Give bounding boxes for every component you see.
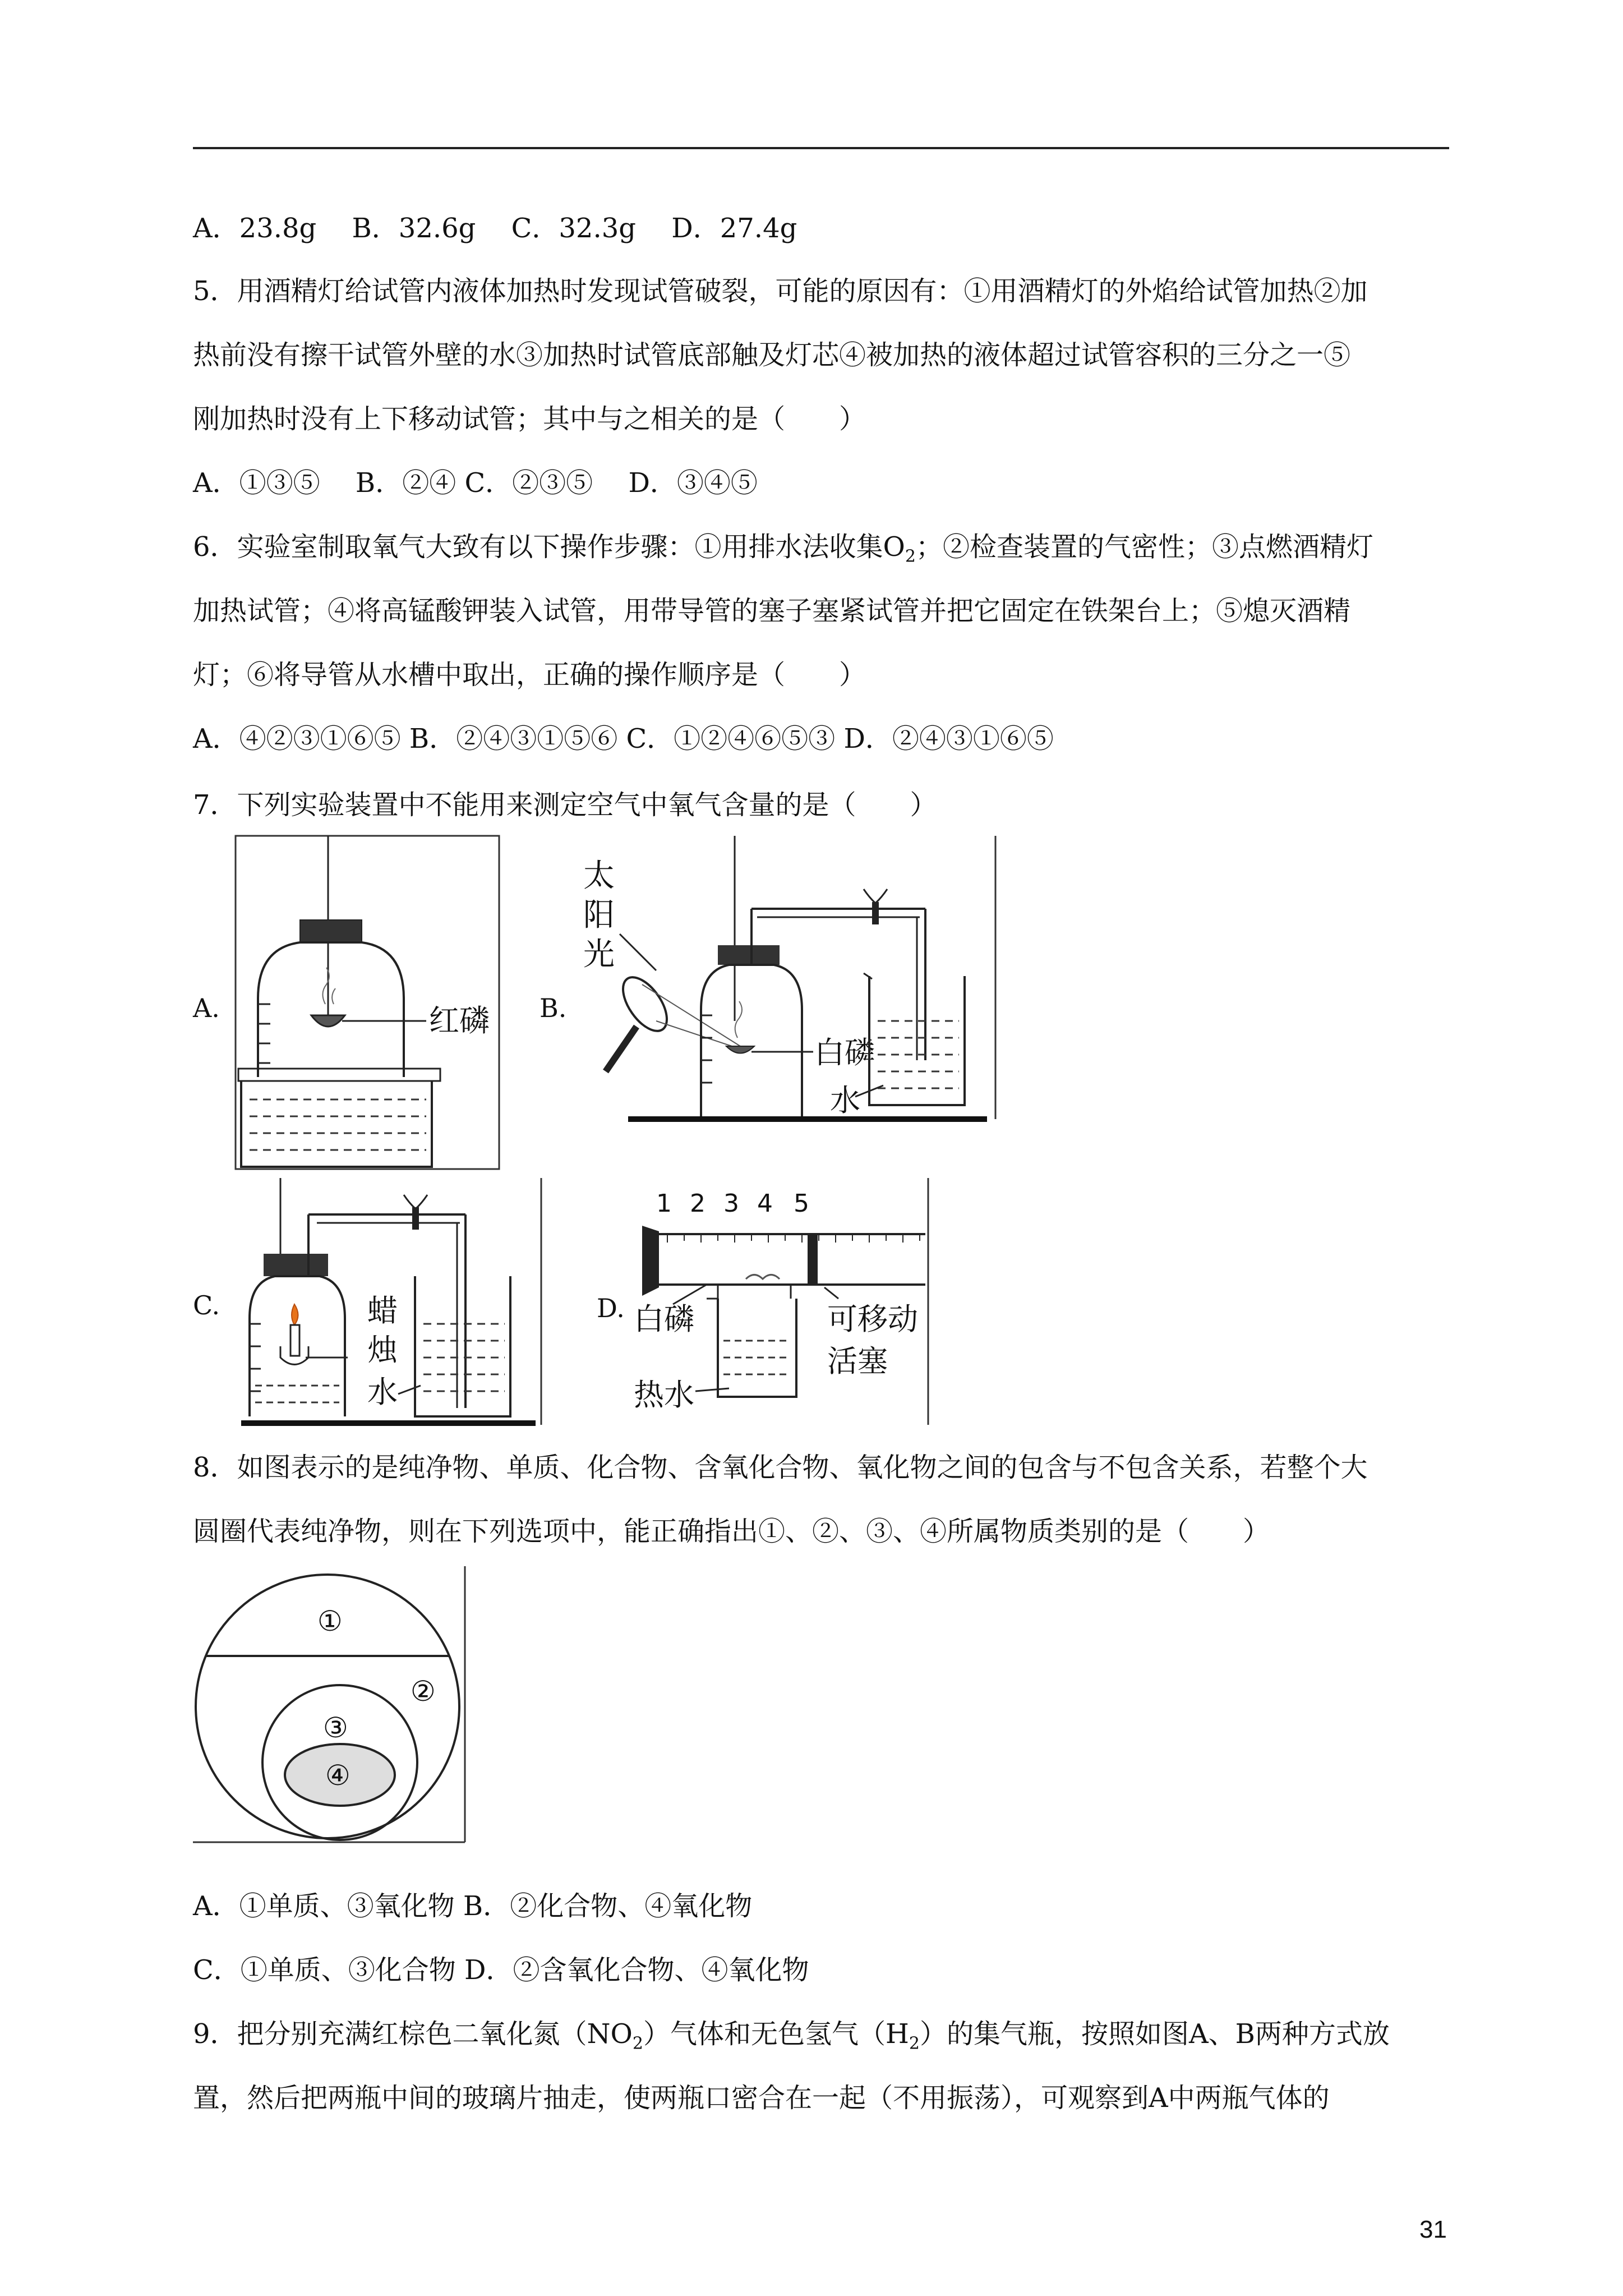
region-2-label: ② [411,1675,436,1708]
movable-piston-label-1: 可移动 [827,1301,918,1337]
q7-option-d-label: D. [597,1293,625,1323]
white-phosphorus-label-b: 白磷 [814,1035,875,1070]
q6-stem-line1: 6．实验室制取氧气大致有以下操作步骤：①用排水法收集$O_2$；②检查装置的气密性；③点燃酒精灯 [193,531,1374,567]
q4-options: A．23.8g B．32.6g C．32.3g D．27.4g [193,213,797,244]
q7-stem: 7．下列实验装置中不能用来测定空气中氧气含量的是（ ） [193,789,937,821]
header-rule [193,147,1449,149]
scale-mark-3: 3 [723,1189,739,1218]
q5-stem-line1: 5．用酒精灯给试管内液体加热时发现试管破裂，可能的原因有：①用酒精灯的外焰给试管加热②加 [193,275,1368,307]
region-3-label: ③ [323,1711,348,1744]
q9-stem-line2: 置，然后把两瓶中间的玻璃片抽走，使两瓶口密合在一起（不用振荡），可观察到A中两瓶气体的 [193,2082,1330,2114]
white-phosphorus-label-d: 白磷 [634,1301,694,1337]
q7-apparatus-b [572,836,998,1128]
q6-options: A．④②③①⑥⑤ B．②④③①⑤⑥ C．①②④⑥⑤③ D．②④③①⑥⑤ [193,723,1054,754]
q5-stem-line2: 热前没有擦干试管外壁的水③加热时试管底部触及灯芯④被加热的液体超过试管容积的三分之一⑤ [193,339,1351,371]
q6-stem-line2: 加热试管；④将高锰酸钾装入试管，用带导管的塞子塞紧试管并把它固定在铁架台上；⑤熄灭酒精 [193,595,1351,627]
scale-mark-1: 1 [656,1189,672,1218]
q6-stem-line3: 灯；⑥将导管从水槽中取出，正确的操作顺序是（ ） [193,659,866,691]
q7-apparatus-a [236,836,505,1172]
sunlight-label-3: 光 [583,936,615,973]
page-number: 31 [1419,2216,1447,2243]
sunlight-label-2: 阳 [583,897,615,933]
scale-mark-4: 4 [757,1189,773,1218]
q7-apparatus-c [241,1178,544,1430]
region-1-label: ① [317,1605,343,1637]
q5-options: A．①③⑤ B．②④ C．②③⑤ D．③④⑤ [193,467,758,499]
candle-label-2: 烛 [367,1332,398,1368]
sunlight-label-1: 太 [583,858,615,894]
hot-water-label: 热水 [634,1377,694,1412]
water-label-c: 水 [367,1374,398,1410]
region-4-label: ④ [325,1759,351,1792]
candle-label-1: 蜡 [367,1293,398,1328]
q7-option-b-label: B. [540,993,567,1023]
movable-piston-label-2: 活塞 [827,1343,888,1379]
q8-options-cd: C．①单质、③化合物 D．②含氧化合物、④氧化物 [193,1954,809,1986]
q8-stem-line2: 圆圈代表纯净物，则在下列选项中，能正确指出①、②、③、④所属物质类别的是（ ） [193,1516,1270,1547]
scale-mark-2: 2 [690,1189,706,1218]
q5-stem-line3: 刚加热时没有上下移动试管；其中与之相关的是（ ） [193,403,866,435]
q7-option-a-label: A. [193,993,220,1023]
q8-stem-line1: 8．如图表示的是纯净物、单质、化合物、含氧化合物、氧化物之间的包含与不包含关系，若整个大 [193,1452,1368,1483]
q7-apparatus-d [634,1178,931,1430]
q8-options-ab: A．①单质、③氧化物 B．②化合物、④氧化物 [193,1890,753,1922]
q7-option-c-label: C. [193,1290,220,1320]
q8-venn-diagram [193,1566,473,1847]
q9-stem-line1: 9．把分别充满红棕色二氧化氮$(NO_2)$气体和无色氢气$(H_2)$的集气瓶，按照如图A、B两种方式放 [193,2018,1390,2054]
water-label-b: 水 [830,1083,860,1118]
red-phosphorus-label: 红磷 [429,1003,490,1038]
scale-mark-5: 5 [794,1189,809,1218]
